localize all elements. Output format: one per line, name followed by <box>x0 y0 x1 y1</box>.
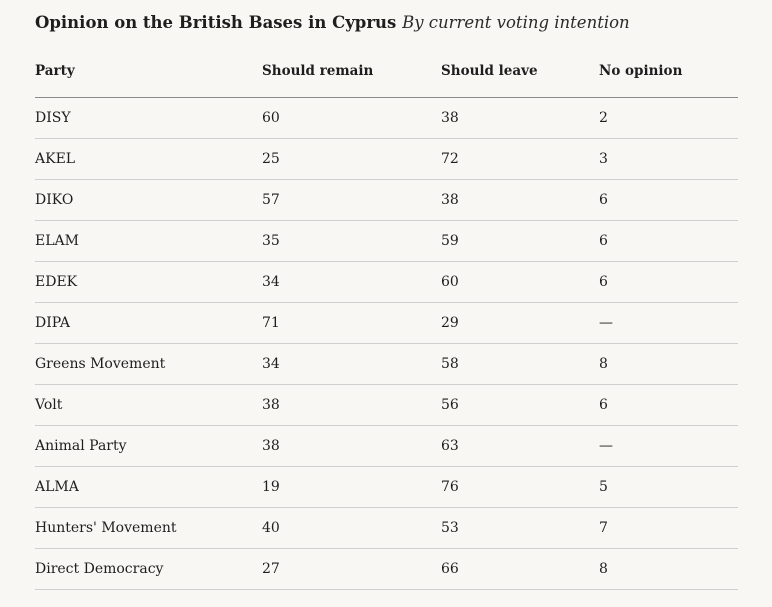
table-row <box>35 343 738 384</box>
table-row <box>35 138 738 179</box>
table-row <box>35 425 738 466</box>
cell-should-leave: 29 <box>441 302 599 343</box>
cell-party: ELAM <box>35 220 262 261</box>
cell-party: DIPA <box>35 302 262 343</box>
table-row <box>35 548 738 589</box>
cell-party: DIKO <box>35 179 262 220</box>
cell-should-remain: 34 <box>262 261 441 302</box>
cell-should-leave: 60 <box>441 261 599 302</box>
column-header-should-leave: Should leave <box>441 47 599 97</box>
cell-no-opinion: 7 <box>599 507 738 548</box>
cell-should-leave: 53 <box>441 507 599 548</box>
cell-should-remain: 57 <box>262 179 441 220</box>
cell-party: AKEL <box>35 138 262 179</box>
cell-should-remain: 25 <box>262 138 441 179</box>
cell-party: Greens Movement <box>35 343 262 384</box>
cell-should-remain: 19 <box>262 466 441 507</box>
subtitle-text: By current voting intention <box>402 13 630 32</box>
cell-should-leave: 38 <box>441 179 599 220</box>
cell-should-leave: 72 <box>441 138 599 179</box>
cell-should-remain: 38 <box>262 384 441 425</box>
column-header-should-remain: Should remain <box>262 47 441 97</box>
table-row <box>35 179 738 220</box>
cell-no-opinion: — <box>599 425 738 466</box>
header-row <box>35 47 738 97</box>
cell-should-leave: 56 <box>441 384 599 425</box>
cell-should-remain: 27 <box>262 548 441 589</box>
cell-should-leave: 76 <box>441 466 599 507</box>
chart-title <box>35 10 738 36</box>
table-row <box>35 384 738 425</box>
cell-no-opinion: 8 <box>599 548 738 589</box>
cell-no-opinion: 3 <box>599 138 738 179</box>
cell-should-leave: 66 <box>441 548 599 589</box>
cell-no-opinion: 8 <box>599 343 738 384</box>
table-body <box>35 97 738 589</box>
table-row <box>35 302 738 343</box>
data-table <box>35 47 738 590</box>
table-row <box>35 97 738 138</box>
cell-no-opinion: 6 <box>599 384 738 425</box>
cell-no-opinion: 6 <box>599 261 738 302</box>
table-row <box>35 220 738 261</box>
cell-no-opinion: 6 <box>599 179 738 220</box>
cell-should-leave: 63 <box>441 425 599 466</box>
cell-party: EDEK <box>35 261 262 302</box>
chart-container <box>35 10 738 590</box>
cell-should-remain: 71 <box>262 302 441 343</box>
cell-party: DISY <box>35 97 262 138</box>
cell-party: Animal Party <box>35 425 262 466</box>
cell-no-opinion: 5 <box>599 466 738 507</box>
cell-should-remain: 40 <box>262 507 441 548</box>
cell-should-leave: 59 <box>441 220 599 261</box>
cell-should-leave: 58 <box>441 343 599 384</box>
table-row <box>35 466 738 507</box>
cell-party: ALMA <box>35 466 262 507</box>
cell-should-remain: 34 <box>262 343 441 384</box>
cell-no-opinion: — <box>599 302 738 343</box>
column-header-party: Party <box>35 47 262 97</box>
cell-should-remain: 35 <box>262 220 441 261</box>
cell-should-leave: 38 <box>441 97 599 138</box>
cell-should-remain: 38 <box>262 425 441 466</box>
title-text: Opinion on the British Bases in Cyprus <box>35 13 397 32</box>
cell-party: Volt <box>35 384 262 425</box>
table-row <box>35 507 738 548</box>
cell-no-opinion: 6 <box>599 220 738 261</box>
cell-party: Direct Democracy <box>35 548 262 589</box>
cell-should-remain: 60 <box>262 97 441 138</box>
cell-no-opinion: 2 <box>599 97 738 138</box>
column-header-no-opinion: No opinion <box>599 47 738 97</box>
table-row <box>35 261 738 302</box>
cell-party: Hunters' Movement <box>35 507 262 548</box>
